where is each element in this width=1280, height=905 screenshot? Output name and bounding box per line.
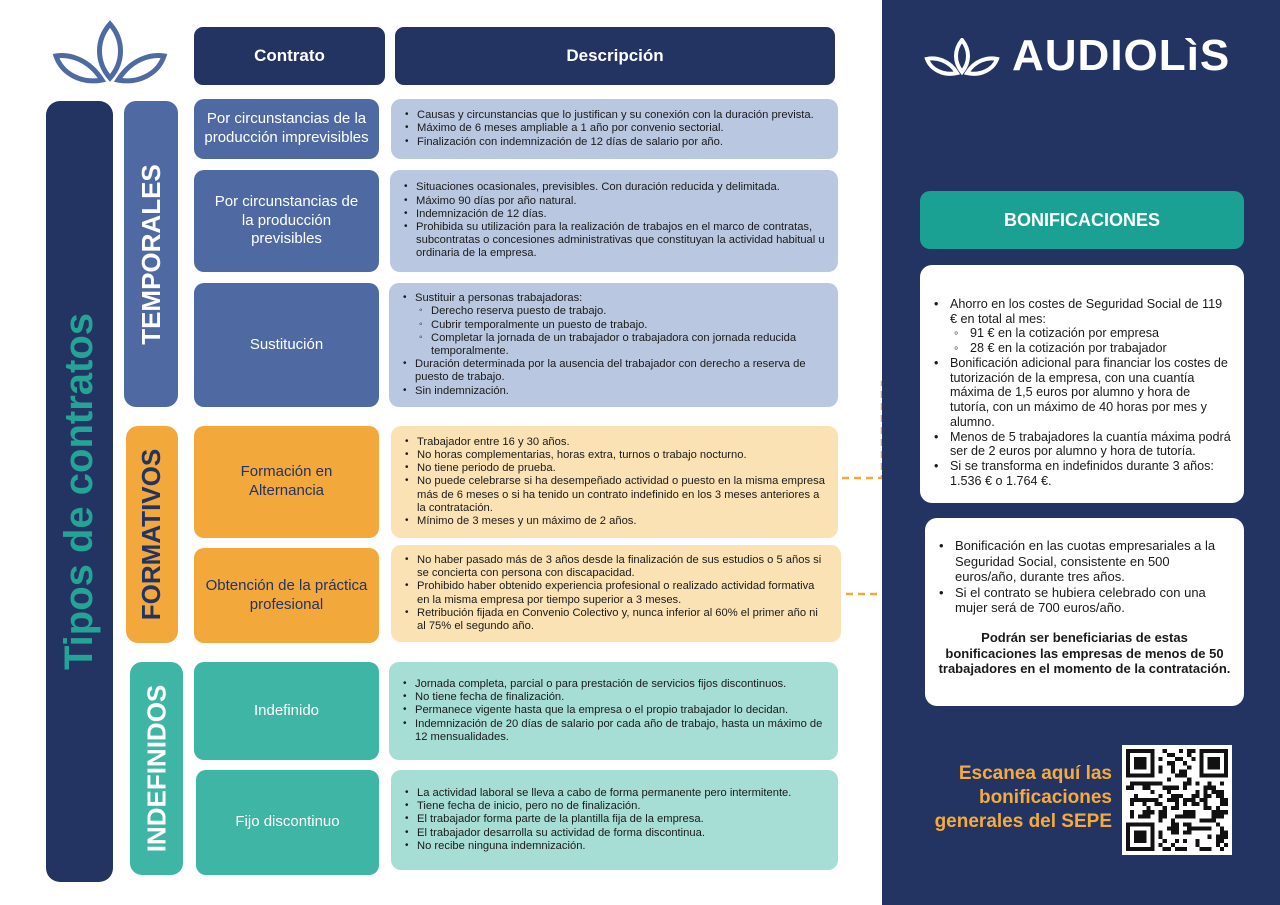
bonificaciones-card-practica bbox=[925, 518, 1244, 706]
list-item: • Sustituir a personas trabajadoras: bbox=[403, 292, 826, 305]
contract-desc-imprevisibles bbox=[391, 99, 838, 159]
contract-name-indefinido: Indefinido bbox=[194, 662, 379, 760]
brand-name: AUDIOLìS bbox=[1012, 31, 1231, 80]
list-item: • Sin indemnización. bbox=[403, 385, 826, 398]
audiolis-logo-icon bbox=[924, 38, 1000, 76]
contract-desc-alternancia bbox=[391, 426, 838, 538]
group-temporales-label: TEMPORALES bbox=[135, 163, 166, 345]
list-item: • No haber pasado más de 3 años desde la finalización de sus estudios o 5 años si se concierta con persona con discapacidad. bbox=[405, 554, 829, 580]
contract-name-practica: Obtención de la práctica profesional bbox=[194, 548, 379, 643]
list-item: • Retribución fijada en Convenio Colectivo y, nunca inferior al 60% el primer año ni al 75% el segundo año. bbox=[405, 607, 829, 633]
header-descripcion: Descripción bbox=[395, 27, 835, 85]
contract-desc-practica bbox=[391, 545, 841, 642]
bonificaciones-note: Podrán ser beneficiarias de estas bonificaciones las empresas de menos de 50 trabajadores en el momento de la contratación. bbox=[938, 629, 1231, 677]
contract-name-fijo-discontinuo: Fijo discontinuo bbox=[196, 770, 379, 875]
list-item: • Permanece vigente hasta que la empresa o el propio trabajador lo decidan. bbox=[403, 704, 826, 717]
list-subitem: ◦ 28 € en la cotización por trabajador bbox=[932, 341, 1232, 356]
list-item: • Duración determinada por la ausencia del trabajador con derecho a reserva de puesto de trabajo. bbox=[403, 358, 826, 384]
header-contrato: Contrato bbox=[194, 27, 385, 85]
contract-desc-previsibles bbox=[390, 170, 838, 272]
list-item: • Indemnización de 12 días. bbox=[404, 208, 826, 221]
list-item: • Prohibido haber obtenido experiencia profesional o realizado actividad formativa en la misma empresa por tiempo superior a 3 meses. bbox=[405, 580, 829, 606]
bonificaciones-card-formativos bbox=[920, 265, 1244, 503]
contract-name-alternancia: Formación en Alternancia bbox=[194, 426, 379, 538]
list-item: • No tiene periodo de prueba. bbox=[405, 462, 826, 475]
list-item: • Jornada completa, parcial o para prestación de servicios fijos discontinuos. bbox=[403, 678, 826, 691]
contract-name-previsibles: Por circunstancias de la producción previsibles bbox=[194, 170, 379, 272]
list-item: • Causas y circunstancias que lo justifican y su conexión con la duración prevista. bbox=[405, 109, 814, 122]
list-item: • Mínimo de 3 meses y un máximo de 2 años. bbox=[405, 515, 826, 528]
group-formativos bbox=[126, 426, 178, 643]
contract-desc-indefinido bbox=[389, 662, 838, 760]
list-item: • No horas complementarias, horas extra, turnos o trabajo nocturno. bbox=[405, 449, 826, 462]
group-indefinidos bbox=[130, 662, 183, 875]
list-item: • El trabajador desarrolla su actividad de forma discontinua. bbox=[405, 827, 791, 840]
side-title-bar bbox=[46, 101, 113, 882]
list-item: • Indemnización de 20 días de salario por cada año de trabajo, hasta un máximo de 12 mensualidades. bbox=[403, 718, 826, 744]
group-temporales bbox=[124, 101, 178, 407]
list-item: • Bonificación en las cuotas empresariales a la Seguridad Social, consistente en 500 euros/año, durante tres años. bbox=[937, 538, 1232, 585]
lotus-logo-icon bbox=[52, 20, 168, 86]
contract-desc-sustitucion bbox=[389, 283, 838, 407]
qr-code-icon[interactable] bbox=[1122, 745, 1232, 855]
list-item: • Trabajador entre 16 y 30 años. bbox=[405, 436, 826, 449]
contract-name-imprevisibles: Por circunstancias de la producción imprevisibles bbox=[194, 99, 379, 159]
list-subitem: ◦ Cubrir temporalmente un puesto de trabajo. bbox=[403, 319, 826, 332]
side-title: Tipos de contratos bbox=[57, 312, 101, 671]
list-item: • El trabajador forma parte de la plantilla fija de la empresa. bbox=[405, 813, 791, 826]
list-item: • No tiene fecha de finalización. bbox=[403, 691, 826, 704]
list-subitem: ◦ Completar la jornada de un trabajador o trabajadora con jornada reducida temporalmente. bbox=[403, 332, 826, 358]
list-item: • Máximo 90 días por año natural. bbox=[404, 195, 826, 208]
bonificaciones-title: BONIFICACIONES bbox=[920, 191, 1244, 249]
contract-desc-fijo-discontinuo bbox=[391, 770, 838, 870]
contract-name-sustitucion: Sustitución bbox=[194, 283, 379, 407]
list-item: • Si el contrato se hubiera celebrado con una mujer será de 700 euros/año. bbox=[937, 585, 1232, 616]
list-item: • Bonificación adicional para financiar los costes de tutorización de la empresa, con una cuantía máxima de 1,5 euros por alumno y hora de tutoría, con un máximo de 40 horas por mes y alumno. bbox=[932, 356, 1232, 430]
group-formativos-label: FORMATIVOS bbox=[136, 448, 167, 621]
list-item: • Ahorro en los costes de Seguridad Social de 119 € en total al mes: bbox=[932, 297, 1232, 326]
list-item: • No recibe ninguna indemnización. bbox=[405, 840, 791, 853]
list-item: • Tiene fecha de inicio, pero no de finalización. bbox=[405, 800, 791, 813]
list-item: • La actividad laboral se lleva a cabo de forma permanente pero intermitente. bbox=[405, 787, 791, 800]
list-item: • Prohibida su utilización para la realización de trabajos en el marco de contratas, subcontratas o concesiones administrativas que constituyan la actividad habitual u ordinaria de la empresa. bbox=[404, 221, 826, 261]
list-item: • Situaciones ocasionales, previsibles. Con duración reducida y delimitada. bbox=[404, 181, 826, 194]
group-indefinidos-label: INDEFINIDOS bbox=[141, 684, 172, 853]
list-item: • Máximo de 6 meses ampliable a 1 año por convenio sectorial. bbox=[405, 122, 814, 135]
list-subitem: ◦ Derecho reserva puesto de trabajo. bbox=[403, 305, 826, 318]
scan-text: Escanea aquí las bonificaciones generales del SEPE bbox=[934, 763, 1112, 832]
list-subitem: ◦ 91 € en la cotización por empresa bbox=[932, 326, 1232, 341]
list-item: • Si se transforma en indefinidos durante 3 años: 1.536 € o 1.764 €. bbox=[932, 459, 1232, 488]
list-item: • Menos de 5 trabajadores la cuantía máxima podrá ser de 2 euros por alumno y hora de tutoría. bbox=[932, 430, 1232, 459]
list-item: • Finalización con indemnización de 12 días de salario por año. bbox=[405, 136, 814, 149]
list-item: • No puede celebrarse si ha desempeñado actividad o puesto en la misma empresa más de 6 meses o si ha tenido un contrato indefinido en los 3 meses anteriores a la contratación. bbox=[405, 475, 826, 515]
